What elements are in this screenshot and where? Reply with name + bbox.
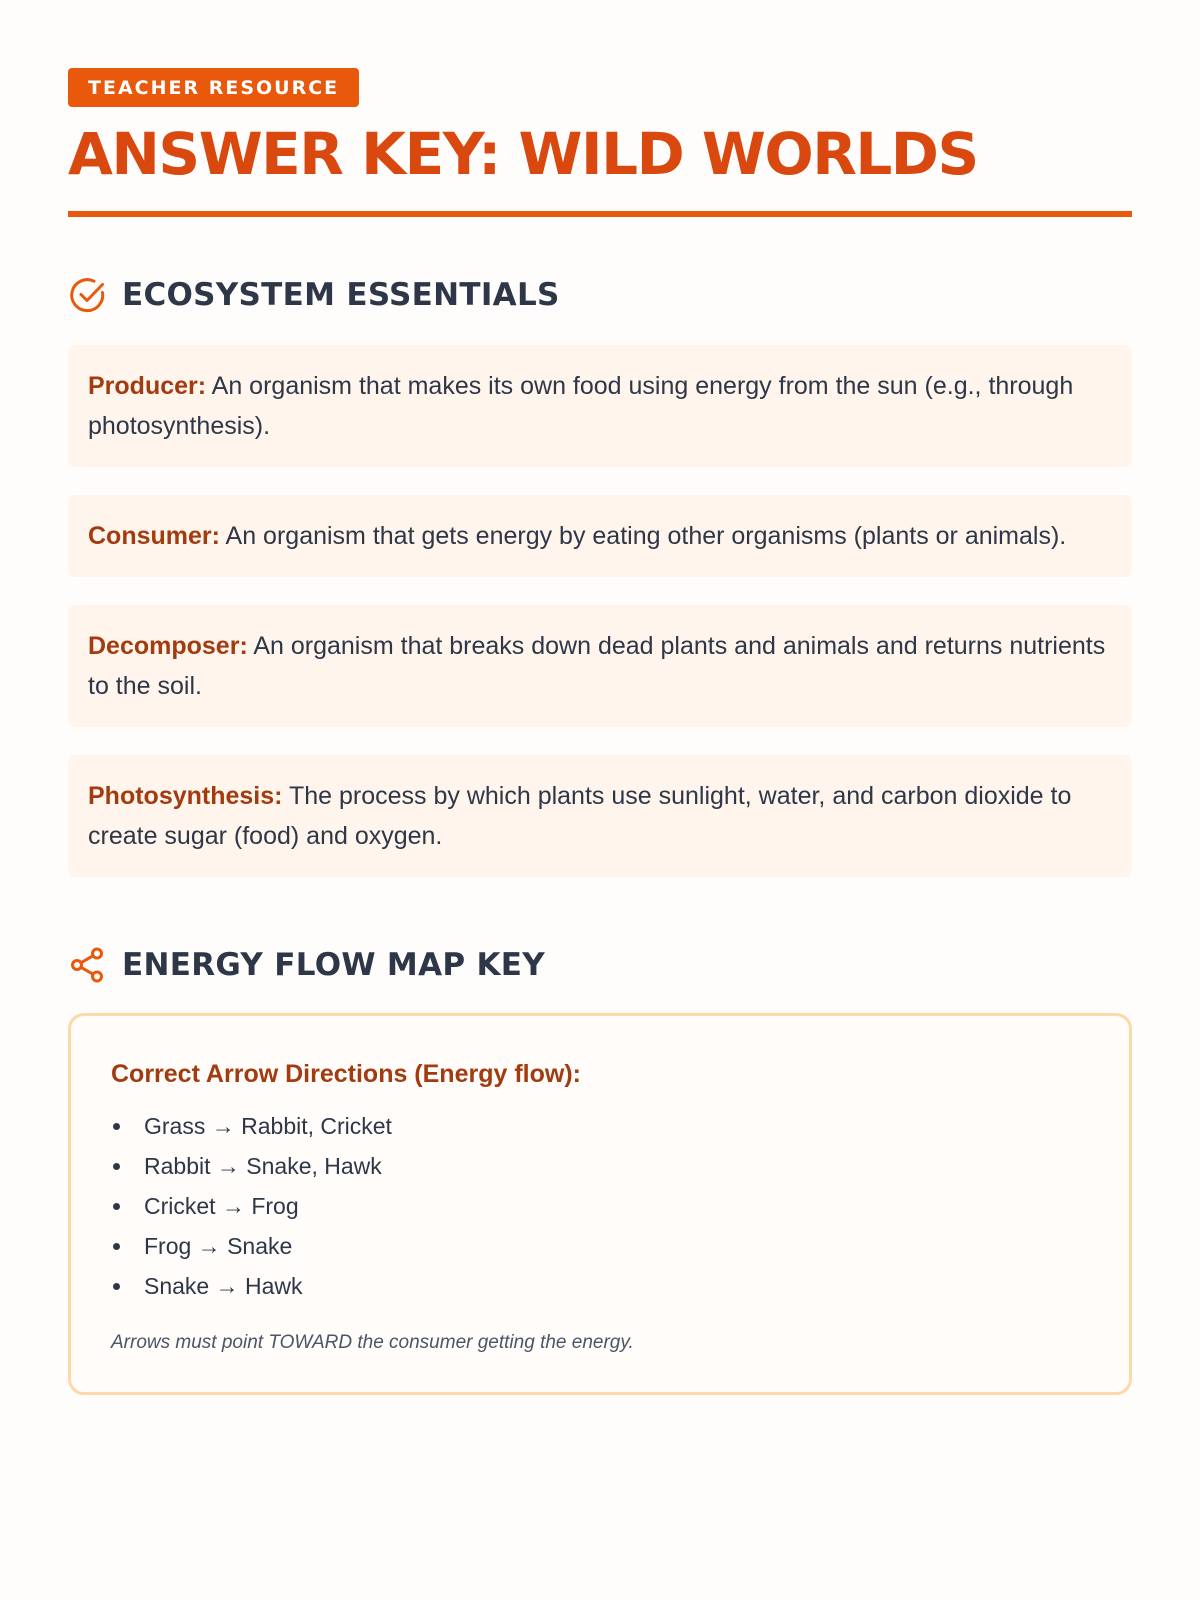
list-item: Rabbit → Snake, Hawk: [111, 1146, 1089, 1186]
list-item: Snake → Hawk: [111, 1266, 1089, 1306]
definition-text: An organism that makes its own food using energy from the sun (e.g., through photosynthesis).: [88, 372, 1074, 440]
definition-text: An organism that breaks down dead plants and animals and returns nutrients to the soil.: [88, 632, 1106, 700]
definition-card-consumer: [68, 495, 1132, 577]
arrow-directions-heading: Correct Arrow Directions (Energy flow):: [111, 1060, 581, 1088]
definition-term: Consumer:: [88, 522, 220, 550]
check-circle-icon: [68, 275, 108, 315]
energy-map-section-header: [68, 945, 1132, 985]
list-item: Grass → Rabbit, Cricket: [111, 1106, 1089, 1146]
definition-text: An organism that gets energy by eating other organisms (plants or animals).: [219, 522, 1067, 550]
definition-text: The process by which plants use sunlight, water, and carbon dioxide to create sugar (food) and oxygen.: [88, 782, 1072, 850]
essentials-title: ECOSYSTEM ESSENTIALS: [122, 277, 560, 313]
share-nodes-icon: [68, 945, 108, 985]
energy-flow-key-box: [68, 1013, 1132, 1395]
list-item: Frog → Snake: [111, 1226, 1089, 1266]
essentials-section-header: [68, 275, 1132, 315]
arrow-note: Arrows must point TOWARD the consumer getting the energy.: [111, 1332, 634, 1353]
definition-card-photosynthesis: [68, 755, 1132, 877]
definitions-list: [68, 345, 1132, 877]
definition-term: Photosynthesis:: [88, 782, 283, 810]
title-divider: [68, 211, 1132, 217]
flow-list: [111, 1106, 1089, 1306]
definition-card-producer: [68, 345, 1132, 467]
definition-term: Decomposer:: [88, 632, 248, 660]
energy-map-title: ENERGY FLOW MAP KEY: [122, 947, 546, 983]
list-item: Cricket → Frog: [111, 1186, 1089, 1226]
definition-term: Producer:: [88, 372, 207, 400]
teacher-resource-badge: TEACHER RESOURCE: [68, 68, 359, 107]
definition-card-decomposer: [68, 605, 1132, 727]
page-title: ANSWER KEY: WILD WORLDS: [68, 120, 978, 188]
